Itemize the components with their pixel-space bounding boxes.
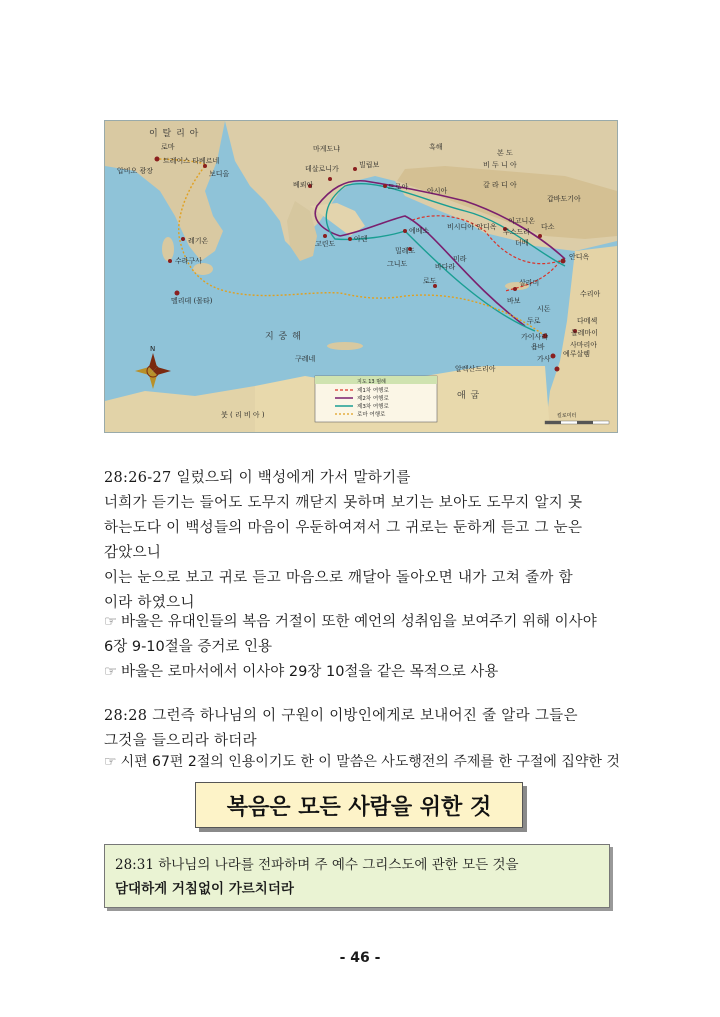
journey-map <box>104 120 618 433</box>
region-pontus: 본 도 <box>497 149 513 157</box>
city-rhodes: 로도 <box>423 277 437 285</box>
city-derbe: 더베 <box>515 239 529 247</box>
pointing-hand-icon: ☞ <box>104 664 117 680</box>
city-rome: 로마 <box>161 143 175 151</box>
region-macedonia: 마게도냐 <box>313 145 341 153</box>
verse-28-31-line-2: 담대하게 거침없이 가르치더라 <box>115 881 294 897</box>
verse-28-28-line-2: 그것을 들으리라 하더라 <box>104 733 257 749</box>
verse-line-2: 하는도다 이 백성들의 마음이 우둔하여져서 그 귀로는 둔하게 듣고 그 눈은 <box>104 520 583 536</box>
passage-28-28 <box>104 704 620 754</box>
city-syracuse: 수라구사 <box>175 257 203 265</box>
section-title: 복음은 모든 사람을 위한 것 <box>226 794 492 820</box>
city-salamis: 살라미 <box>519 279 540 287</box>
city-athens: 아덴 <box>354 235 368 243</box>
legend-title: 지도 13 범례 <box>357 379 386 385</box>
city-appius-forum: 압비오 광장 <box>117 167 154 175</box>
compass-north-label: N <box>150 345 156 353</box>
region-bithynia: 비 두 니 아 <box>483 161 517 169</box>
note-psalm-67: 시편 67편 2절의 인용이기도 한 이 말씀은 사도행전의 주제를 한 구절에 집약한 것 <box>120 754 620 770</box>
city-lystra: 루스드라 <box>503 228 531 236</box>
city-patara: 바다라 <box>435 263 456 271</box>
city-damascus: 다메섹 <box>577 317 598 325</box>
legend-item-4: 로마 여행로 <box>357 412 386 418</box>
city-corinth: 고린도 <box>315 240 336 248</box>
verse-line-3: 감았으니 <box>104 545 162 561</box>
city-malta: 멜리데 (몰타) <box>171 297 213 305</box>
verse-28-31-line-1: 28:31 하나님의 나라를 전파하며 주 예수 그리스도에 관한 모든 것을 <box>115 857 519 873</box>
region-egypt: 애 굽 <box>457 391 481 401</box>
region-asia: 아시아 <box>427 187 448 195</box>
map-legend <box>315 376 437 422</box>
city-iconium: 이고니온 <box>508 217 536 225</box>
city-philippi: 빌립보 <box>359 161 380 169</box>
region-cappadocia: 갑바도기아 <box>547 195 581 203</box>
note-line-2: 6장 9-10절을 증거로 인용 <box>104 639 273 655</box>
city-paphos: 바보 <box>507 297 521 305</box>
notes-block-1 <box>104 610 620 685</box>
city-three-taverns: 트레이스 타베르네 <box>163 157 220 165</box>
city-ptolemais: 돌레마이 <box>571 329 599 337</box>
city-troas: 드로아 <box>388 183 409 191</box>
verse-line-1: 너희가 듣기는 들어도 도무지 깨닫지 못하며 보기는 보아도 도무지 알지 못 <box>104 495 583 511</box>
note-line-3: 바울은 로마서에서 이사야 29장 10절을 같은 목적으로 사용 <box>121 664 499 680</box>
verse-ref-line: 28:26-27 일렀으되 이 백성에게 가서 말하기를 <box>104 470 411 486</box>
legend-item-1: 제1차 여행로 <box>357 388 389 394</box>
verse-28-31-box <box>104 844 610 908</box>
city-berea: 베뢰아 <box>293 181 314 189</box>
region-libya: 붓 ( 리 비 아 ) <box>221 411 265 419</box>
section-title-box <box>195 782 523 828</box>
pointing-hand-icon: ☞ <box>104 754 117 770</box>
city-cyrene: 구레네 <box>295 355 316 363</box>
verse-28-28-line-1: 28:28 그런즉 하나님의 이 구원이 이방인에게로 보내어진 줄 알라 그들은 <box>104 708 578 724</box>
city-alexandria: 알렉산드리아 <box>455 365 496 373</box>
city-jerusalem: 예루살렘 <box>563 350 591 358</box>
city-antioch: 안디옥 <box>569 253 590 261</box>
legend-item-3: 제3차 여행로 <box>357 404 389 410</box>
city-myra: 미라 <box>453 255 467 263</box>
city-sidon: 시돈 <box>537 305 551 313</box>
city-samaria: 사마리아 <box>570 341 598 349</box>
note-line-1: 바울은 유대인들의 복음 거절이 또한 예언의 성취임을 보여주기 위해 이사야 <box>121 614 597 630</box>
verse-line-4: 이는 눈으로 보고 귀로 듣고 마음으로 깨달아 돌아오면 내가 고쳐 줄까 함 <box>104 570 573 586</box>
city-tyre: 두로 <box>527 317 541 325</box>
page-number: - 46 - <box>339 950 381 966</box>
region-galatia: 갈 라 디 아 <box>483 181 517 189</box>
verse-line-5: 이라 하였으니 <box>104 595 195 611</box>
region-black-sea: 흑해 <box>429 143 443 151</box>
legend-item-2: 제2차 여행로 <box>357 396 389 402</box>
region-syria: 수리아 <box>580 290 601 298</box>
city-joppa: 욥바 <box>531 343 545 351</box>
city-pisidian-antioch: 비시디아 안디옥 <box>447 223 497 231</box>
city-thessalonica: 데살로니가 <box>305 165 339 173</box>
scale-label: 킬로미터 <box>557 413 577 419</box>
city-miletus: 밀레도 <box>395 247 416 255</box>
region-mediterranean: 지 중 해 <box>265 332 302 342</box>
city-cnidus: 그니도 <box>387 260 408 268</box>
passage-28-26 <box>104 466 620 616</box>
pointing-hand-icon: ☞ <box>104 614 117 630</box>
city-gaza: 가사 <box>537 355 551 363</box>
notes-block-2 <box>104 750 620 775</box>
city-tarsus: 다소 <box>541 223 555 231</box>
city-caesarea: 가이사랴 <box>521 333 549 341</box>
region-italy: 이 탈 리 아 <box>149 129 200 139</box>
city-ephesus: 에베소 <box>409 227 430 235</box>
city-puteoli: 보디올 <box>209 170 230 178</box>
city-rhegium: 레기온 <box>188 237 209 245</box>
